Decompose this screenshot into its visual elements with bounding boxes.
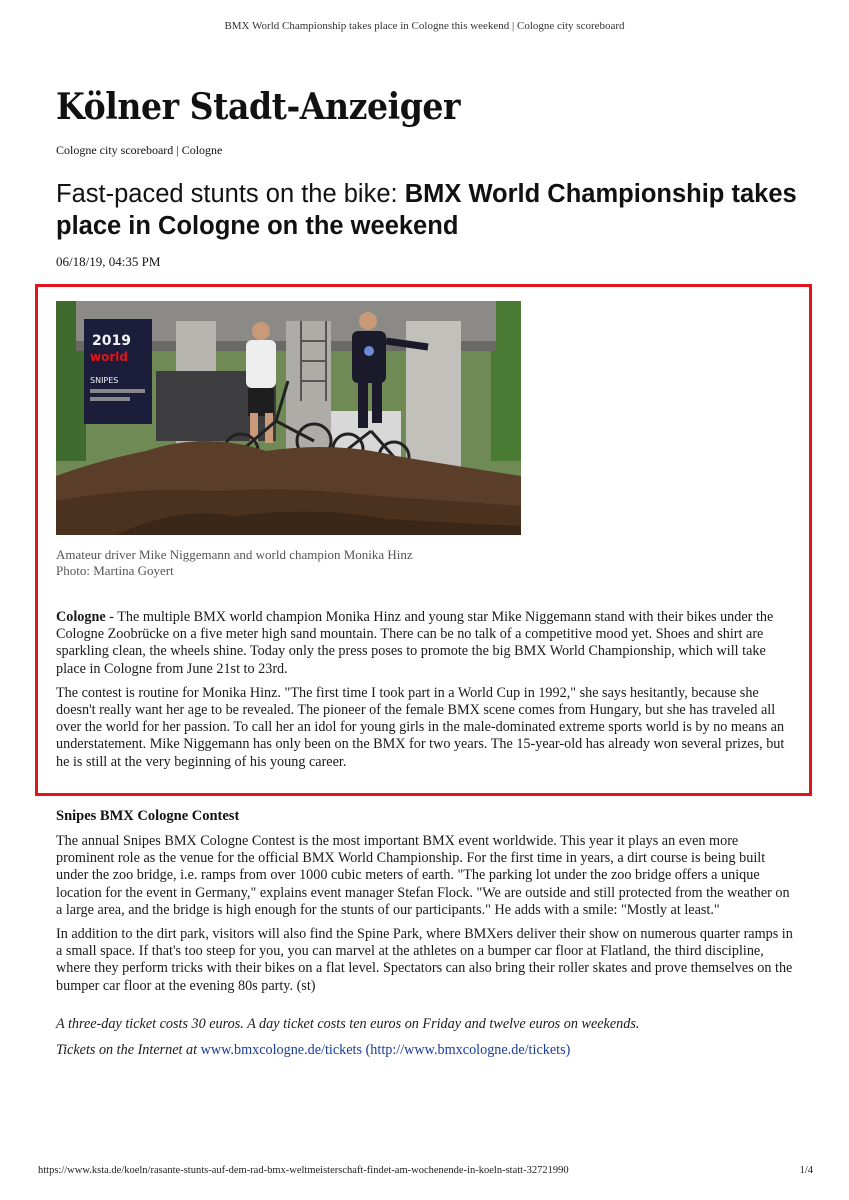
tickets-link[interactable]: www.bmxcologne.de/tickets (http://www.bmxcologne.de/tickets) bbox=[200, 1042, 571, 1058]
headline-title: BMX World Championship takes place in Cologne on the weekend bbox=[56, 180, 797, 240]
ticket-info: A three-day ticket costs 30 euros. A day ticket costs ten euros on Friday and twelve euros on weekends. bbox=[56, 1016, 640, 1032]
publish-date: 06/18/19, 04:35 PM bbox=[56, 254, 161, 269]
tickets-link-line bbox=[56, 1042, 816, 1059]
paragraph-4: In addition to the dirt park, visitors will also find the Spine Park, where BMXers deliver their show on numerous quarter ramps in a small space. If that's too steep for you, you can marvel at the athletes on a bumper car floor at Flatland, the third discipline, where they perform tricks with their bikes on a flat level. Spectators can also bring their roller skates and prove themselves on the bumper car floor at the evening 80s party. (st) bbox=[56, 926, 793, 994]
photo-caption bbox=[56, 547, 556, 579]
paragraph-2: The contest is routine for Monika Hinz. "The first time I took part in a World Cup in 1992," she says hesitantly, because she doesn't really want her age to be revealed. The pioneer of the female BMX scene comes from Hungary, but she has traveled all over the world for her passion. To call her an idol for young girls in the male-dominated extreme sports world is by no means an understatement. Mike Niggemann has only been on the BMX for two years. The 15-year-old has already won several prizes, but he is still at the very beginning of his young career. bbox=[56, 684, 785, 770]
headline-kicker: Fast-paced stunts on the bike: bbox=[56, 180, 405, 208]
banner-text-2: world bbox=[90, 350, 128, 364]
banner-text-1: 2019 bbox=[92, 333, 131, 349]
footer-url: https://www.ksta.de/koeln/rasante-stunts-auf-dem-rad-bmx-weltmeisterschaft-findet-am-wochenende-in-koeln-statt-32721990 bbox=[38, 1165, 569, 1176]
article-photo bbox=[56, 301, 521, 535]
section-subheading: Snipes BMX Cologne Contest bbox=[56, 808, 240, 824]
newspaper-masthead-logo[interactable]: Kölner Stadt-Anzeiger bbox=[56, 86, 461, 128]
caption-text: Amateur driver Mike Niggemann and world champion Monika Hinz bbox=[56, 547, 413, 562]
tickets-prefix: Tickets on the Internet at bbox=[56, 1042, 201, 1058]
breadcrumb[interactable]: Cologne city scoreboard | Cologne bbox=[56, 143, 223, 157]
photo-credit: Photo: Martina Goyert bbox=[56, 563, 174, 578]
article-headline bbox=[56, 178, 816, 242]
lead-location: Cologne bbox=[56, 609, 106, 625]
print-header: BMX World Championship takes place in Cologne this weekend | Cologne city scoreboard bbox=[224, 20, 625, 32]
banner-text-3: SNIPES bbox=[90, 376, 119, 385]
paragraph-1-text: The multiple BMX world champion Monika Hinz and young star Mike Niggemann stand with their bikes under the Cologne Zoobrücke on a five meter high sand mountain. There can be no talk of a competitive mood yet. Shoes and shirt are sparkling clean, the wheels shine. Today only the press poses to promote the big BMX World Championship, which will take place in Cologne from June 21st to 23rd. bbox=[56, 609, 774, 677]
lead-dash: - bbox=[105, 609, 118, 625]
footer-page-number: 1/4 bbox=[799, 1165, 813, 1176]
article-body-continued bbox=[56, 833, 796, 1002]
paragraph-3: The annual Snipes BMX Cologne Contest is the most important BMX event worldwide. This year it plays an even more prominent role as the venue for the official BMX World Championship. For the first time in years, a dirt course is being built under the zoo bridge, i.e. ramps from over 1000 cubic meters of earth. "The parking lot under the zoo bridge offers a unique location for the event in Germany," explains event manager Stefan Flock. "We are outside and still protected from the weather on a large area, and the bridge is high enough for the stunts of our participants." He adds with a smile: "Mostly at least." bbox=[56, 833, 790, 918]
paragraph-1 bbox=[56, 609, 796, 678]
article-body-highlighted bbox=[56, 609, 796, 778]
